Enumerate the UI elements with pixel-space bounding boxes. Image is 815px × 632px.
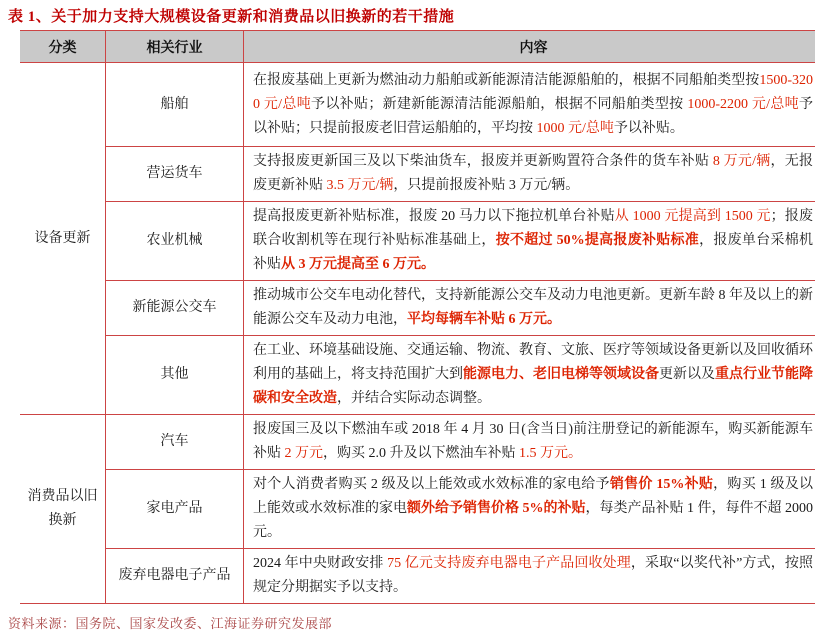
text-segment: 支持报废更新国三及以下柴油货车，报废并更新购置符合条件的货车补贴 bbox=[253, 154, 713, 169]
text-segment: ，采取“以奖代补”方式，按照规定分期据实予以支持。 bbox=[253, 556, 813, 595]
table-row-trucks bbox=[20, 147, 815, 202]
text-segment: 提高报废更新补贴标准，报废 20 马力以下拖拉机单台补贴 bbox=[253, 209, 615, 224]
industry-cell-others: 其他 bbox=[106, 336, 244, 415]
industry-cell-appliances: 家电产品 bbox=[106, 470, 244, 549]
text-segment: ，每类产品补贴 1 件，每件不超 2000 元。 bbox=[253, 501, 813, 540]
text-segment: ，报废单台采棉机补贴 bbox=[253, 233, 813, 272]
text-segment: ；报废联合收割机等在现行补贴标准基础上， bbox=[253, 209, 813, 248]
text-segment: 对个人消费者购买 2 级及以上能效或水效标准的家电给予 bbox=[253, 477, 610, 492]
text-segment: 更新以及 bbox=[659, 367, 715, 382]
text-segment: ，无报废更新补贴 bbox=[253, 154, 813, 193]
header-cell-industry: 相关行业 bbox=[106, 31, 244, 63]
text-segment: 推动城市公交车电动化替代，支持新能源公交车及动力电池更新。更新车龄 8 年及以上的新能源公交车及动力电池， bbox=[253, 288, 813, 327]
industry-cell-auto: 汽车 bbox=[106, 415, 244, 470]
table-row-appliances bbox=[20, 470, 815, 549]
text-segment: ，并结合实际动态调整。 bbox=[337, 391, 491, 406]
text-segment: 1.5 万元。 bbox=[519, 446, 582, 461]
text-segment: 予以补贴。 bbox=[614, 121, 684, 136]
text-segment: 1500-3200 元/总吨 bbox=[253, 73, 813, 112]
text-segment: 销售价 15%补贴 bbox=[610, 477, 713, 492]
industry-cell-agri-machinery: 农业机械 bbox=[106, 202, 244, 281]
measures-table bbox=[20, 30, 815, 604]
table-row-others bbox=[20, 336, 815, 415]
category-cell-tradein: 消费品以旧换新 bbox=[20, 415, 106, 604]
content-cell-ev-bus bbox=[244, 281, 815, 336]
text-segment: ，购买 1 级及以上能效或水效标准的家电 bbox=[253, 477, 813, 516]
table-row-agri-machinery bbox=[20, 202, 815, 281]
industry-cell-ev-bus: 新能源公交车 bbox=[106, 281, 244, 336]
text-segment: 1000 元/总吨 bbox=[537, 121, 614, 136]
content-cell-ship bbox=[244, 63, 815, 147]
content-cell-ewaste bbox=[244, 549, 815, 604]
text-segment: ，只提前报废补贴 3 万元/辆。 bbox=[393, 178, 579, 193]
text-segment: 8 万元/辆 bbox=[713, 154, 771, 169]
content-cell-others bbox=[244, 336, 815, 415]
text-segment: 1000-2200 元/总吨 bbox=[687, 97, 799, 112]
text-segment: 能源电力、老旧电梯等领域设备 bbox=[463, 367, 659, 382]
table-row-ev-bus bbox=[20, 281, 815, 336]
text-segment: 报废国三及以下燃油车或 2018 年 4 月 30 日(含当日)前注册登记的新能源车，购买新能源车补贴 bbox=[253, 422, 813, 461]
text-segment: 按不超过 50%提高报废补贴标准 bbox=[496, 233, 699, 248]
text-segment: 3.5 万元/辆 bbox=[327, 178, 394, 193]
text-segment: ，购买 2.0 升及以下燃油车补贴 bbox=[323, 446, 519, 461]
text-segment: 重点行业节能降碳和安全改造 bbox=[253, 367, 813, 406]
text-segment: 2 万元 bbox=[285, 446, 324, 461]
content-cell-agri-machinery bbox=[244, 202, 815, 281]
text-segment: 额外给予销售价格 5%的补贴 bbox=[407, 501, 586, 516]
category-cell-equipment-renewal: 设备更新 bbox=[20, 63, 106, 415]
text-segment: 75 亿元支持废弃电器电子产品回收处理 bbox=[387, 556, 631, 571]
text-segment: 从 3 万元提高至 6 万元。 bbox=[281, 257, 435, 272]
text-segment: 予以补贴；新建新能源清洁能源船舶，根据不同船舶类型按 bbox=[311, 97, 687, 112]
industry-cell-ship: 船舶 bbox=[106, 63, 244, 147]
text-segment: 在报废基础上更新为燃油动力船舶或新能源清洁能源船舶的，根据不同船舶类型按 bbox=[253, 73, 759, 88]
content-cell-auto bbox=[244, 415, 815, 470]
header-cell-category: 分类 bbox=[20, 31, 106, 63]
text-segment: 平均每辆车补贴 6 万元。 bbox=[407, 312, 561, 327]
content-cell-trucks bbox=[244, 147, 815, 202]
header-cell-content: 内容 bbox=[244, 31, 815, 63]
table-row-auto bbox=[20, 415, 815, 470]
text-segment: 从 1000 元提高到 1500 元 bbox=[615, 209, 771, 224]
page-title: 表 1、关于加力支持大规模设备更新和消费品以旧换新的若干措施 bbox=[8, 5, 815, 26]
content-cell-appliances bbox=[244, 470, 815, 549]
data-source-note: 资料来源：国务院、国家发改委、江海证券研究发展部 bbox=[8, 613, 815, 632]
text-segment: 予以补贴；只提前报废老旧营运船舶的，平均按 bbox=[253, 97, 813, 136]
text-segment: 2024 年中央财政安排 bbox=[253, 556, 387, 571]
table-row-ewaste bbox=[20, 549, 815, 604]
table-row-ship bbox=[20, 63, 815, 147]
table-header-row bbox=[20, 31, 815, 63]
industry-cell-ewaste: 废弃电器电子产品 bbox=[106, 549, 244, 604]
text-segment: 在工业、环境基础设施、交通运输、物流、教育、文旅、医疗等领域设备更新以及回收循环利用的基础上，将支持范围扩大到 bbox=[253, 343, 813, 382]
industry-cell-trucks: 营运货车 bbox=[106, 147, 244, 202]
